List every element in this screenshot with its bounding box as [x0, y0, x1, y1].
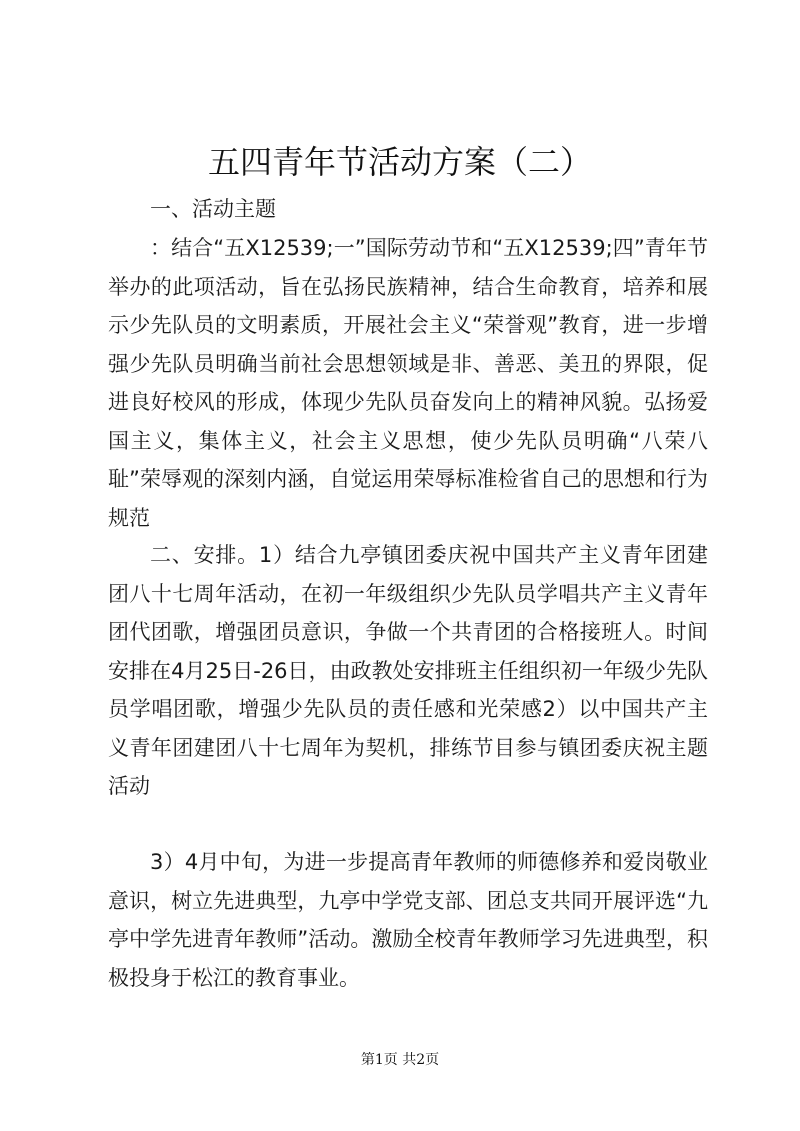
paragraph-arrangement: 二、安排。1）结合九亭镇团委庆祝中国共产主义青年团建团八十七周年活动，在初一年级组织少先队员学唱共产主义青年团代团歌，增强团员意识，争做一个共青团的合格接班人。时间安排在4月25日-26日，由政教处安排班主任组织初一年级少先队员学唱团歌，增强少先队员的责任感和光荣感2）以中国共产主义青年团建团八十七周年为契机，排练节目参与镇团委庆祝主题活动 [108, 543, 708, 798]
paragraph-teacher-selection: 3）4月中旬，为进一步提高青年教师的师德修养和爱岗敬业意识，树立先进典型，九亭中学党支部、团总支共同开展评选“九亭中学先进青年教师”活动。激励全校青年教师学习先进典型，积极投身于松江的教育事业。 [108, 850, 708, 990]
page-title: 五四青年节活动方案（二） [207, 143, 592, 181]
page-number-footer: 第1页 共2页 [360, 1052, 440, 1068]
paragraph-activity-theme: ：结合“五X12539;一”国际劳动节和“五X12539;四”青年节举办的此项活动，旨在弘扬民族精神，结合生命教育，培养和展示少先队员的文明素质，开展社会主义“荣誉观”教育，进一步增强少先队员明确当前社会思想领域是非、善恶、美丑的界限，促进良好校风的形成，体现少先队员奋发向上的精神风貌。弘扬爱国主义，集体主义，社会主义思想，使少先队员明确“八荣八耻”荣辱观的深刻内涵，自觉运用荣辱标准检省自己的思想和行为规范 [108, 236, 708, 530]
section-heading-activity-theme: 一、活动主题 [150, 197, 276, 221]
